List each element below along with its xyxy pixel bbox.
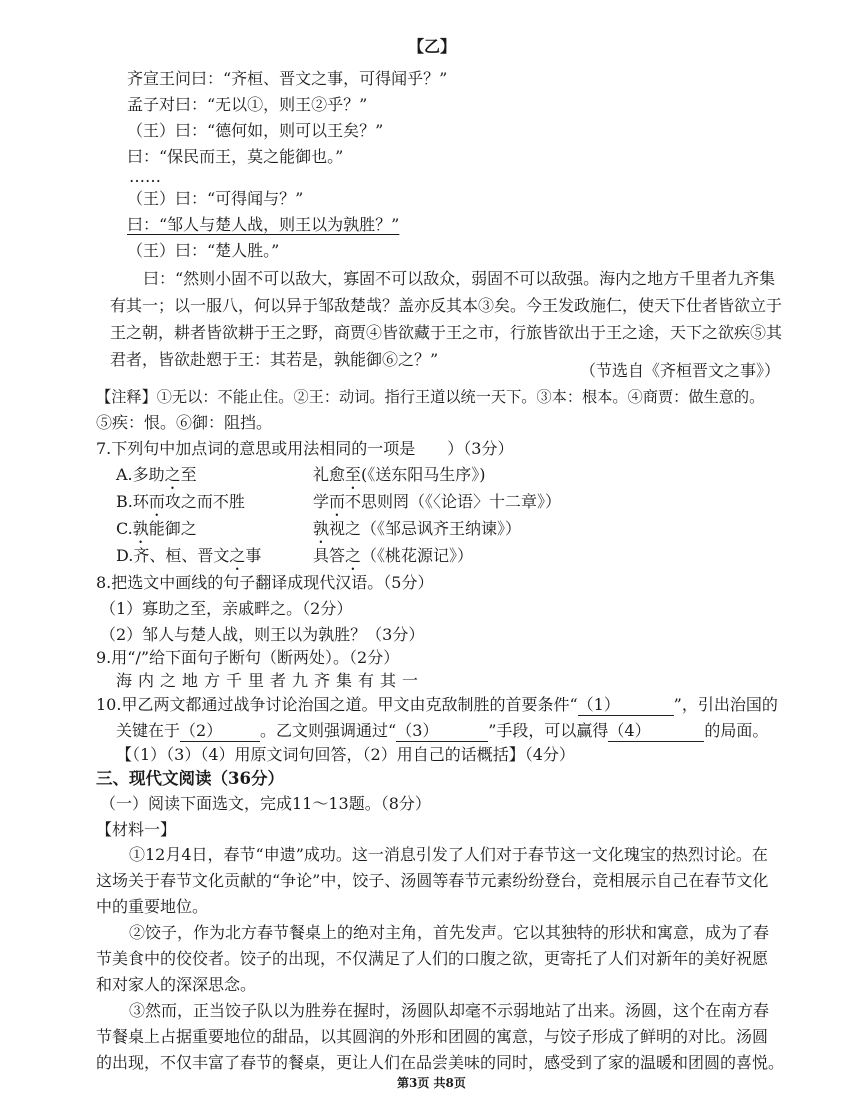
q8-sentence-2: （2）邹人与楚人战，则王以为孰胜？（3分） — [100, 625, 425, 644]
section-title-yi: 【乙】 — [408, 37, 457, 56]
question-10-line-1: 10.甲乙两文都通过战争讨论治国之道。甲文由克敌制胜的首要条件“（1） ”，引出治国的 — [96, 695, 778, 714]
dialogue-line: …… — [129, 167, 161, 186]
q7-option-c: C.孰能御之 — [116, 519, 197, 538]
question-7-stem: 7.下列句中加点词的意思或用法相同的一项是 ）（3分） — [96, 439, 514, 458]
q7-option-b-compare: 学而不思则罔（《〈论语〉十二章》） — [313, 492, 562, 511]
question-9-stem: 9.用“/”给下面句子断句（断两处）。（2分） — [96, 648, 400, 667]
material-line: 节餐桌上占据重要地位的甜品，以其圆润的外形和团圆的寓意，与饺子形成了鲜明的对比。汤圆 — [96, 1027, 769, 1046]
q7-option-b: B.环而攻之而不胜 — [116, 492, 245, 511]
question-10-line-2: 关键在于（2） 。乙文则强调通过“（3） ”手段，可以赢得（4） 的局面。 — [116, 721, 769, 740]
q7-option-a: A.多助之至 — [116, 465, 197, 484]
material-line: ③然而，正当饺子队以为胜券在握时，汤圆队却毫不示弱地站了出来。汤圆，这个在南方春 — [129, 1001, 770, 1020]
material-line: 中的重要地位。 — [96, 897, 209, 916]
question-10-hint: 【（1）（3）（4）用原文词句回答，（2）用自己的话概括】（4分） — [116, 745, 575, 764]
q7-option-a-compare: 礼愈至(《送东阳马生序》) — [313, 465, 486, 484]
q7-option-c-compare: 孰视之（《邹忌讽齐王纳谏》） — [313, 519, 522, 538]
dialogue-line: 齐宣王问曰：“齐桓、晋文之事，可得闻乎？” — [127, 69, 448, 88]
notes-line: 【注释】①无以：不能止住。②王：动词。指行王道以统一天下。③本：根本。④商贾：做生意的。 — [96, 388, 765, 406]
material-1-heading: 【材料一】 — [96, 820, 177, 839]
blank-4[interactable]: （4） — [608, 721, 704, 742]
q8-sentence-1: （1）寡助之至，亲戚畔之。（2分） — [100, 599, 353, 618]
q9-sentence: 海内之地方千里者九齐集有其一 — [116, 671, 425, 690]
passage-line: 君者，皆欲赴愬于王：其若是，孰能御⑥之？” — [110, 350, 439, 369]
material-line: ①12月4日，春节“申遗”成功。这一消息引发了人们对于春节这一文化瑰宝的热烈讨论。在 — [129, 845, 768, 864]
passage-line: 曰：“然则小固不可以敌大，寡固不可以敌众，弱固不可以敌强。海内之地方千里者九齐集 — [143, 269, 776, 288]
material-line: 和对家人的深深思念。 — [96, 975, 257, 994]
notes-line: ⑤疾：恨。⑥御：阻挡。 — [96, 413, 273, 432]
q7-option-d: D.齐、桓、晋文之事 — [116, 546, 262, 565]
passage-line: 王之朝，耕者皆欲耕于王之野，商贾④皆欲藏于王之市，行旅皆欲出于王之途，天下之欲疾⑤其 — [110, 323, 783, 342]
page-footer: 第3页 共8页 — [397, 1076, 466, 1090]
dialogue-line-underlined: 曰：“邹人与楚人战，则王以为孰胜？” — [127, 215, 400, 234]
section-3-heading: 三、现代文阅读（36分） — [96, 769, 284, 788]
dialogue-line: （王）曰：“楚人胜。” — [127, 241, 280, 260]
q7-option-d-compare: 具答之（《桃花源记》） — [313, 546, 474, 565]
dialogue-line: 曰：“保民而王，莫之能御也。” — [127, 147, 344, 166]
blank-2[interactable]: （2） — [180, 721, 260, 742]
dialogue-line: 孟子对曰：“无以①，则王②乎？” — [127, 95, 368, 114]
material-line: 这场关于春节文化贡献的“争论”中，饺子、汤圆等春节元素纷纷登台，竞相展示自己在春节文化 — [96, 871, 769, 890]
material-line: 节美食中的佼佼者。饺子的出现，不仅满足了人们的口腹之欲，更寄托了人们对新年的美好祝愿 — [96, 949, 769, 968]
dialogue-line: （王）曰：“可得闻与？” — [127, 189, 304, 208]
question-8-stem: 8.把选文中画线的句子翻译成现代汉语。（5分） — [96, 573, 434, 592]
blank-3[interactable]: （3） — [396, 721, 488, 742]
material-line: 的出现，不仅丰富了春节的餐桌，更让人们在品尝美味的同时，感受到了家的温暖和团圆的喜悦。 — [96, 1053, 785, 1072]
passage-line: 有其一；以一服八，何以异于邹敌楚哉？盖亦反其本③矣。今王发政施仁，使天下仕者皆欲立于 — [110, 296, 783, 315]
blank-1[interactable]: （1） — [578, 695, 674, 716]
material-line: ②饺子，作为北方春节餐桌上的绝对主角，首先发声。它以其独特的形状和寓意，成为了春 — [129, 923, 770, 942]
source-citation: （节选自《齐桓晋文之事》） — [579, 361, 780, 380]
dialogue-line: （王）曰：“德何如，则可以王矣？” — [127, 121, 384, 140]
subsection-1-heading: （一）阅读下面选文，完成11～13题。（8分） — [100, 794, 431, 813]
